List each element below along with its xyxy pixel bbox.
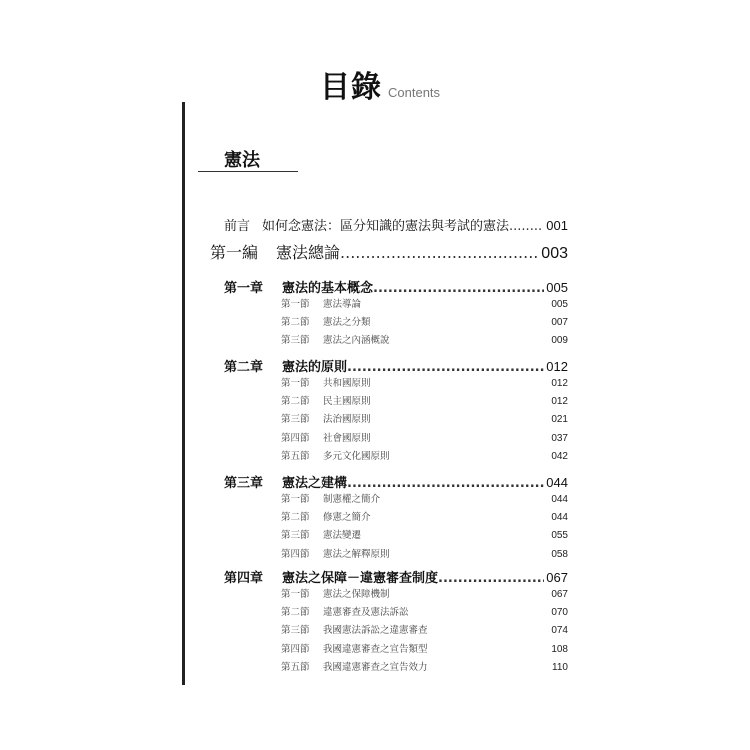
toc-entry-section[interactable] xyxy=(281,314,568,328)
section-label: 第三節 xyxy=(281,625,310,637)
chapter-page: 012 xyxy=(546,359,568,374)
section-page: 044 xyxy=(551,512,568,524)
section-label: 第四節 xyxy=(281,432,310,444)
section-page: 044 xyxy=(551,494,568,505)
toc-entry-section[interactable] xyxy=(281,659,568,673)
dot-leader xyxy=(509,219,542,234)
toc-entry-section[interactable] xyxy=(281,393,568,407)
section-label: 第二節 xyxy=(281,317,310,329)
section-page: 037 xyxy=(551,432,568,444)
toc-entry-section[interactable] xyxy=(281,375,568,389)
section-title: 我國憲法訴訟之違憲審查 xyxy=(323,625,428,637)
toc-entry-part[interactable] xyxy=(210,240,568,263)
toc-entry-section[interactable] xyxy=(281,546,568,560)
dot-leader xyxy=(373,281,544,296)
toc-entry-section[interactable] xyxy=(281,430,568,444)
toc-entry-section[interactable] xyxy=(281,509,568,523)
section-title: 憲法變遷 xyxy=(323,530,362,542)
section-label: 第三節 xyxy=(281,414,310,426)
toc-entry-section[interactable] xyxy=(281,586,568,600)
section-title: 憲法導論 xyxy=(323,299,362,310)
chapter-page: 005 xyxy=(546,280,568,295)
section-label: 第一節 xyxy=(281,299,310,310)
section-label: 第一節 xyxy=(281,589,310,600)
section-page: 070 xyxy=(551,607,568,619)
chapter-title: 憲法的基本概念 xyxy=(282,281,374,296)
section-page: 009 xyxy=(551,335,568,347)
section-label: 第五節 xyxy=(281,661,310,673)
title-main: 目錄 xyxy=(320,70,382,105)
toc-entry-preface[interactable] xyxy=(224,215,568,234)
section-page: 012 xyxy=(551,378,568,389)
toc-entry-section[interactable] xyxy=(281,604,568,618)
toc-entry-chapter[interactable] xyxy=(224,277,568,296)
section-label: 第一節 xyxy=(281,378,310,389)
section-page: 012 xyxy=(551,396,568,408)
toc-entry-section[interactable] xyxy=(281,527,568,541)
chapter-title: 憲法之保障－違憲審查制度 xyxy=(282,571,439,586)
toc-entry-section[interactable] xyxy=(281,411,568,425)
section-page: 007 xyxy=(551,317,568,329)
chapter-label: 第三章 xyxy=(224,476,264,491)
section-label: 第三節 xyxy=(281,335,310,347)
dot-leader xyxy=(438,571,544,586)
section-title: 憲法之解釋原則 xyxy=(323,548,390,560)
section-page: 042 xyxy=(551,450,568,462)
subject-heading: 憲法 xyxy=(224,150,260,171)
section-title: 違憲審查及憲法訴訟 xyxy=(323,607,409,619)
section-page: 110 xyxy=(552,661,568,673)
section-title: 多元文化國原則 xyxy=(323,450,390,462)
toc-entry-section[interactable] xyxy=(281,296,568,310)
section-label: 第五節 xyxy=(281,450,310,462)
toc-entry-chapter[interactable] xyxy=(224,472,568,491)
chapter-title: 憲法之建構 xyxy=(282,476,348,491)
subject-underline xyxy=(198,171,298,172)
section-title: 修憲之簡介 xyxy=(323,512,371,524)
part-title: 憲法總論 xyxy=(276,243,341,262)
section-title: 我國違憲審查之宣告效力 xyxy=(323,661,428,673)
section-page: 058 xyxy=(551,548,568,560)
page-title xyxy=(320,62,440,106)
section-title: 民主國原則 xyxy=(323,396,371,408)
section-title: 共和國原則 xyxy=(323,378,371,389)
dot-leader xyxy=(340,243,540,262)
section-label: 第四節 xyxy=(281,548,310,560)
dot-leader xyxy=(347,360,544,375)
section-page: 074 xyxy=(551,625,568,637)
section-title: 憲法之內涵概說 xyxy=(323,335,390,347)
section-label: 第二節 xyxy=(281,512,310,524)
chapter-title: 憲法的原則 xyxy=(282,360,348,375)
section-title: 憲法之保障機制 xyxy=(323,589,390,600)
chapter-page: 067 xyxy=(546,570,568,585)
chapter-page: 044 xyxy=(546,475,568,490)
section-label: 第二節 xyxy=(281,396,310,408)
section-title: 憲法之分類 xyxy=(323,317,371,329)
section-page: 055 xyxy=(551,530,568,542)
section-label: 第一節 xyxy=(281,494,310,505)
section-title: 制憲權之簡介 xyxy=(323,494,381,505)
toc-entry-section[interactable] xyxy=(281,448,568,462)
preface-page: 001 xyxy=(546,218,568,233)
preface-title: 如何念憲法：區分知識的憲法與考試的憲法 xyxy=(262,219,510,234)
section-page: 005 xyxy=(551,299,568,310)
section-page: 021 xyxy=(551,414,568,426)
chapter-label: 第一章 xyxy=(224,281,264,296)
chapter-label: 第四章 xyxy=(224,571,264,586)
section-page: 067 xyxy=(551,589,568,600)
section-title: 法治國原則 xyxy=(323,414,371,426)
part-label: 第一編 xyxy=(210,243,259,262)
section-title: 我國違憲審查之宣告類型 xyxy=(323,643,428,655)
toc-entry-chapter[interactable] xyxy=(224,567,568,586)
chapter-label: 第二章 xyxy=(224,360,264,375)
toc-entry-chapter[interactable] xyxy=(224,356,568,375)
toc-entry-section[interactable] xyxy=(281,641,568,655)
vertical-rule xyxy=(182,102,185,685)
section-label: 第二節 xyxy=(281,607,310,619)
preface-label: 前言 xyxy=(224,219,251,234)
toc-entry-section[interactable] xyxy=(281,332,568,346)
section-title: 社會國原則 xyxy=(323,432,371,444)
section-label: 第三節 xyxy=(281,530,310,542)
part-page: 003 xyxy=(541,245,568,262)
dot-leader xyxy=(347,476,544,491)
section-label: 第四節 xyxy=(281,643,310,655)
title-sub: Contents xyxy=(388,85,441,100)
section-page: 108 xyxy=(551,643,568,655)
toc-entry-section[interactable] xyxy=(281,622,568,636)
toc-entry-section[interactable] xyxy=(281,491,568,505)
